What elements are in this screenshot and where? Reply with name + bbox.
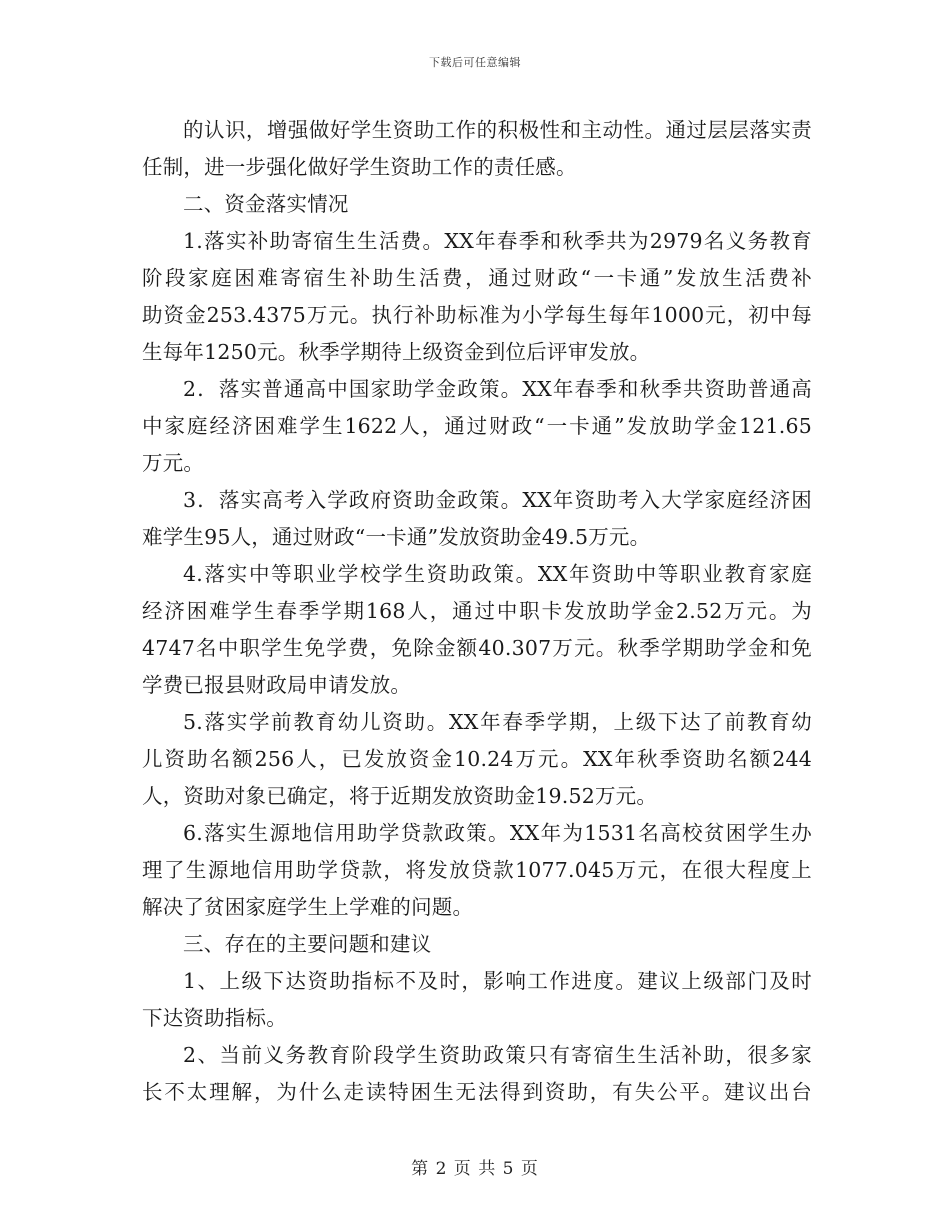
text-line: 中家庭经济困难学生1622人，通过财政“一卡通”发放助学金121.65	[142, 414, 812, 438]
page-header: 下载后可任意编辑	[429, 56, 521, 69]
text-line: 儿资助名额256人，已发放资金10.24万元。XX年秋季资助名额244	[142, 747, 812, 771]
text-line: 解决了贫困家庭学生上学难的问题。	[142, 895, 474, 919]
text-line: 2．落实普通高中国家助学金政策。XX年春季和秋季共资助普通高	[183, 377, 812, 401]
text-line: 学费已报县财政局申请发放。	[142, 673, 412, 697]
paragraph	[142, 704, 812, 815]
text-line: 5.落实学前教育幼儿资助。XX年春季学期，上级下达了前教育幼	[183, 710, 812, 734]
paragraph	[142, 482, 812, 556]
text-line: 人，资助对象已确定，将于近期发放资助金19.52万元。	[142, 784, 658, 808]
text-line: 1.落实补助寄宿生生活费。XX年春季和秋季共为2979名义务教育	[183, 229, 812, 253]
text-line: 难学生95人，通过财政“一卡通”发放资助金49.5万元。	[142, 525, 651, 549]
document-body	[142, 112, 812, 1111]
text-line: 6.落实生源地信用助学贷款政策。XX年为1531名高校贫困学生办	[183, 821, 812, 845]
text-line: 4.落实中等职业学校学生资助政策。XX年资助中等职业教育家庭	[183, 562, 812, 586]
paragraph	[142, 556, 812, 704]
text-line: 任制，进一步强化做好学生资助工作的责任感。	[142, 155, 577, 179]
text-line: 生每年1250元。秋季学期待上级资金到位后评审发放。	[142, 340, 651, 364]
text-line: 经济困难学生春季学期168人，通过中职卡发放助学金2.52万元。为	[142, 599, 812, 623]
text-line: 下达资助指标。	[142, 1006, 287, 1030]
text-line: 3．落实高考入学政府资助金政策。XX年资助考入大学家庭经济困	[183, 488, 812, 512]
text-line: 长不太理解，为什么走读特困生无法得到资助，有失公平。建议出台	[142, 1080, 812, 1104]
text-line: 1、上级下达资助指标不及时，影响工作进度。建议上级部门及时	[183, 969, 812, 993]
text-line: 的认识，增强做好学生资助工作的积极性和主动性。通过层层落实责	[183, 118, 812, 142]
text-line: 万元。	[142, 451, 205, 475]
text-line: 阶段家庭困难寄宿生补助生活费，通过财政“一卡通”发放生活费补	[142, 266, 812, 290]
section-heading	[142, 926, 812, 963]
paragraph	[142, 112, 812, 186]
text-line: 4747名中职学生免学费，免除金额40.307万元。秋季学期助学金和免	[142, 636, 812, 660]
text-line: 2、当前义务教育阶段学生资助政策只有寄宿生生活补助，很多家	[183, 1043, 812, 1067]
paragraph	[142, 371, 812, 482]
text-line: 三、存在的主要问题和建议	[183, 932, 432, 956]
text-line: 助资金253.4375万元。执行补助标准为小学每生每年1000元，初中每	[142, 303, 812, 327]
paragraph	[142, 1037, 812, 1111]
text-line: 二、资金落实情况	[183, 192, 349, 216]
paragraph	[142, 963, 812, 1037]
paragraph	[142, 223, 812, 371]
paragraph	[142, 815, 812, 926]
page-number: 第 2 页 共 5 页	[411, 1159, 539, 1179]
section-heading	[142, 186, 812, 223]
text-line: 理了生源地信用助学贷款，将发放贷款1077.045万元，在很大程度上	[142, 858, 812, 882]
